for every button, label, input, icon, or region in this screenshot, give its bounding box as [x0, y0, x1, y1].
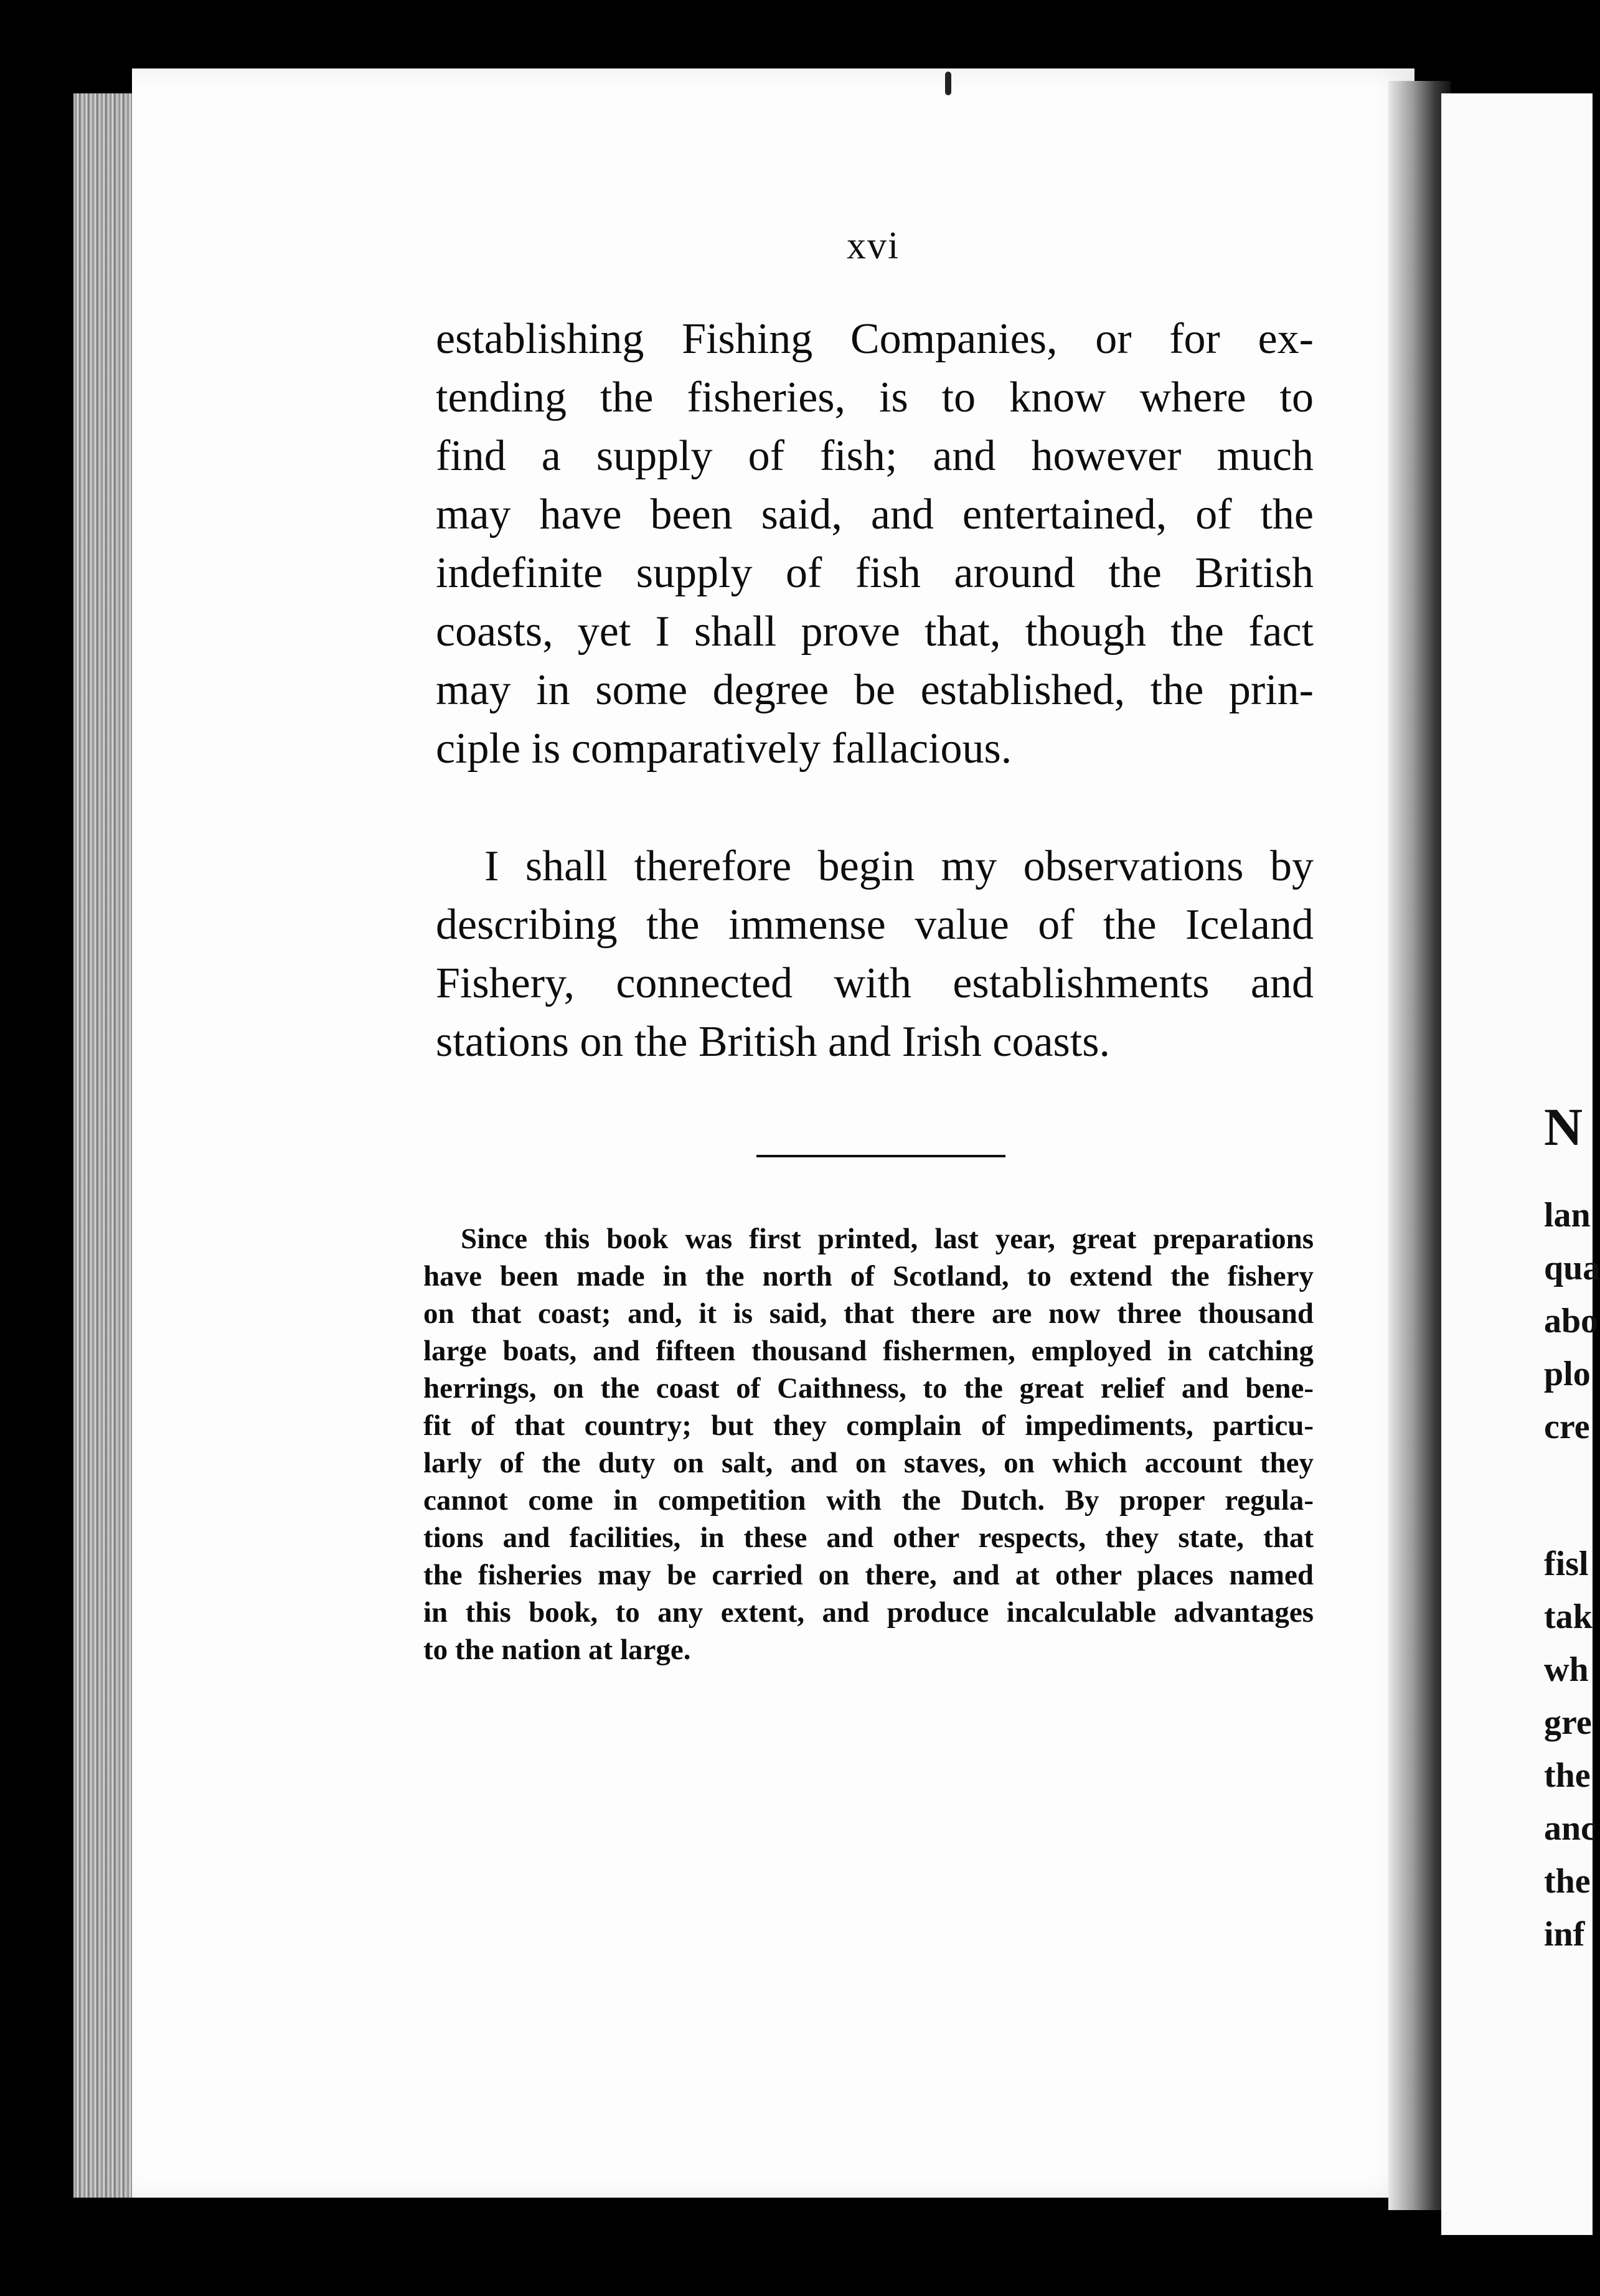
- facing-fragment: tak: [1544, 1597, 1593, 1636]
- page-number: xvi: [847, 225, 900, 267]
- facing-fragment: fisl: [1544, 1545, 1589, 1583]
- paragraph-1: [436, 310, 1314, 778]
- footnote-line: herrings, on the coast of Caithness, to the great relief and bene-: [423, 1372, 1314, 1404]
- facing-fragment: cre: [1544, 1408, 1590, 1446]
- footnote-line: have been made in the north of Scotland, to extend the fishery: [423, 1260, 1314, 1292]
- paragraph-2: [436, 837, 1314, 1071]
- text-line: ciple is comparatively fallacious.: [436, 725, 1012, 773]
- facing-fragment: abo: [1544, 1302, 1599, 1340]
- footnote-line: larly of the duty on salt, and on staves, on which account they: [423, 1447, 1314, 1479]
- facing-fragment: qua: [1544, 1249, 1600, 1287]
- facing-fragment: lan: [1544, 1196, 1591, 1235]
- footnote-line: fit of that country; but they complain of impediments, particu-: [423, 1409, 1314, 1442]
- footnote-line: on that coast; and, it is said, that there are now three thousand: [423, 1297, 1314, 1330]
- text-line: find a supply of fish; and however much: [436, 432, 1314, 480]
- footnote-line: Since this book was first printed, last year, great preparations: [461, 1223, 1314, 1255]
- text-line: may have been said, and entertained, of the: [436, 491, 1314, 539]
- facing-fragment: N: [1544, 1097, 1583, 1157]
- footnote-line: tions and facilities, in these and other respects, they state, that: [423, 1522, 1314, 1554]
- footnote-line: the fisheries may be carried on there, and at other places named: [423, 1559, 1314, 1591]
- ink-mark: [945, 72, 951, 95]
- facing-fragment: wh: [1544, 1650, 1589, 1689]
- text-line: Fishery, connected with establishments and: [436, 959, 1314, 1007]
- facing-fragment: plo: [1544, 1355, 1591, 1393]
- text-line: describing the immense value of the Iceland: [436, 901, 1314, 949]
- text-line: I shall therefore begin my observations by: [484, 842, 1314, 890]
- text-line: coasts, yet I shall prove that, though the fact: [436, 608, 1314, 656]
- facing-fragment: inf: [1544, 1915, 1585, 1954]
- footnote-line: cannot come in competition with the Dutch. By proper regula-: [423, 1484, 1314, 1517]
- facing-fragment: gre: [1544, 1703, 1592, 1742]
- section-divider: [756, 1155, 1005, 1157]
- text-line: establishing Fishing Companies, or for ex-: [436, 315, 1314, 363]
- text-line: tending the fisheries, is to know where to: [436, 374, 1314, 421]
- facing-fragment: the: [1544, 1756, 1591, 1795]
- text-line: indefinite supply of fish around the British: [436, 549, 1314, 597]
- text-line: may in some degree be established, the prin-: [436, 666, 1314, 714]
- text-line: stations on the British and Irish coasts.: [436, 1018, 1110, 1066]
- footnote-line: in this book, to any extent, and produce incalculable advantages: [423, 1596, 1314, 1629]
- facing-fragment: anc: [1544, 1809, 1596, 1848]
- page-stack-edge: [73, 93, 136, 2198]
- footnote: [423, 1220, 1314, 1668]
- facing-page: [1441, 93, 1600, 2235]
- facing-fragment: the: [1544, 1862, 1591, 1901]
- footnote-line: to the nation at large.: [423, 1634, 691, 1666]
- footnote-line: large boats, and fifteen thousand fishermen, employed in catching: [423, 1335, 1314, 1367]
